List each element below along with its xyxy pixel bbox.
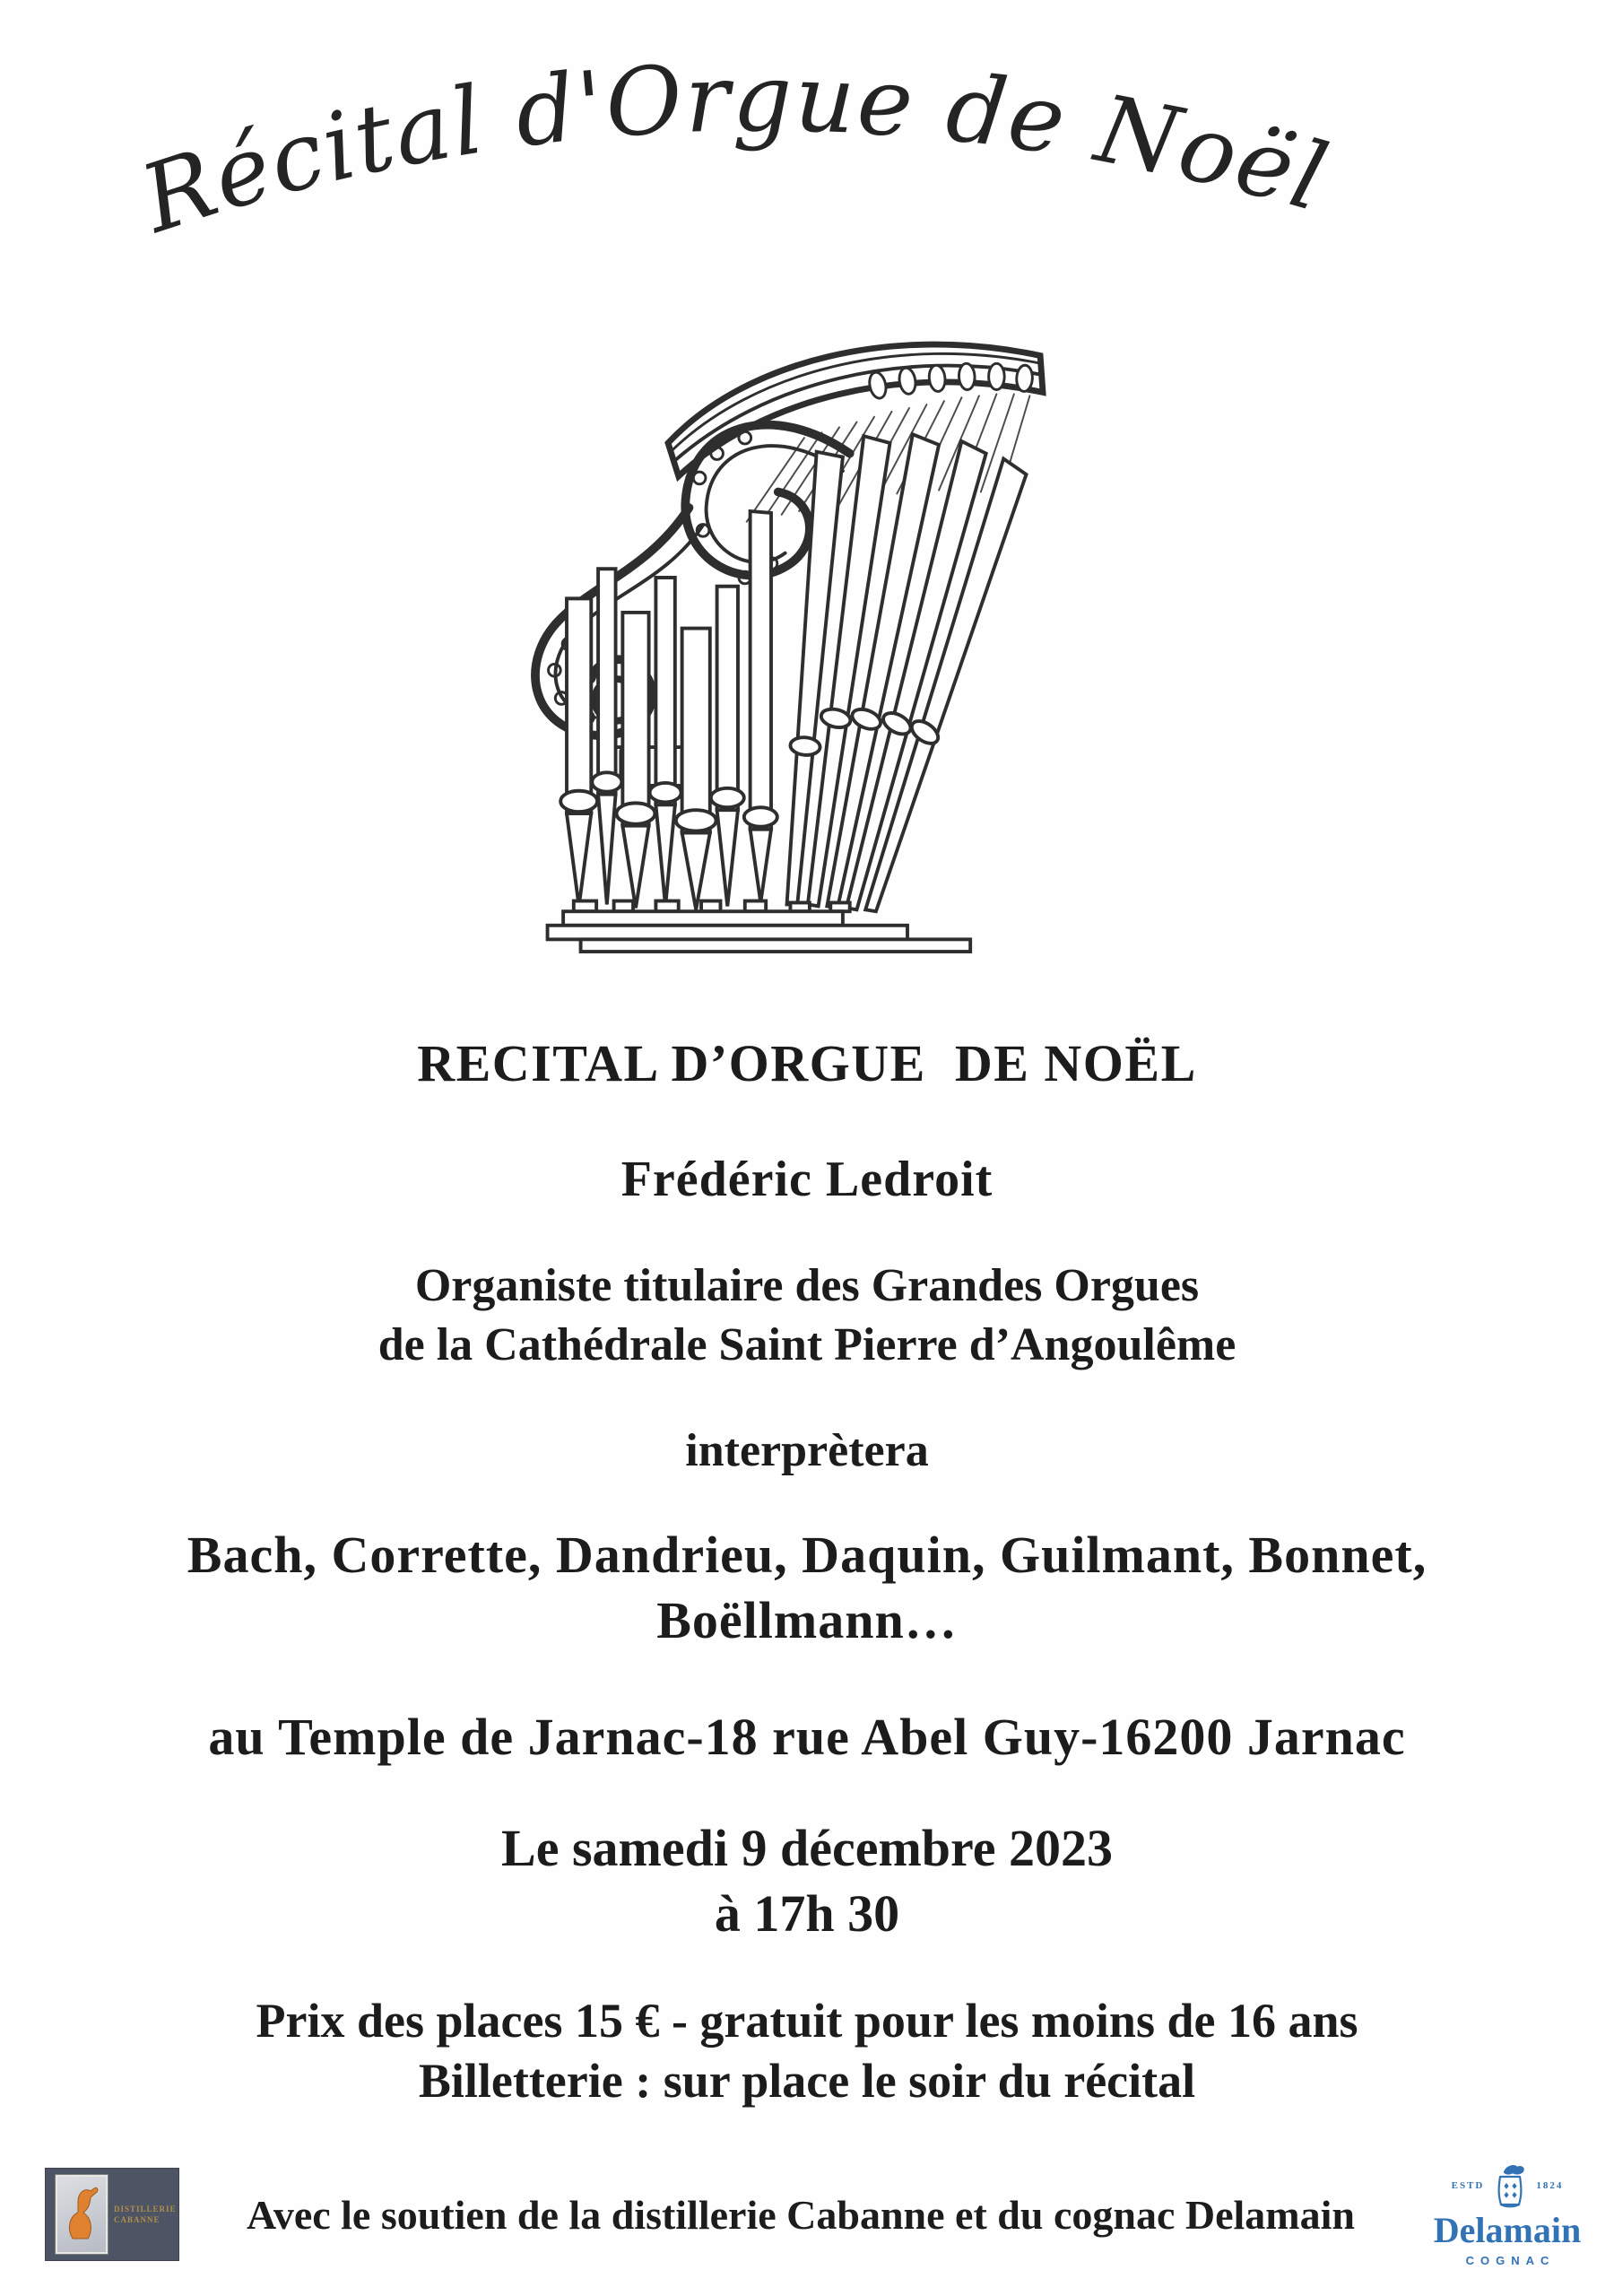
organ-pipes-drawing [475, 305, 1067, 987]
pot-still-icon [64, 2183, 100, 2246]
delamain-logo [1422, 2161, 1592, 2267]
cabanne-still-icon [56, 2175, 108, 2254]
delamain-estd: ESTD [1451, 2180, 1485, 2192]
verb-line: interprètera [685, 1425, 929, 1477]
organ-pipes-illustration [475, 305, 1067, 987]
main-heading: RECITAL D’ORGUE DE NOËL [417, 1034, 1197, 1092]
price-line: Prix des places 15 € - gratuit pour les moins de 16 ans [256, 1994, 1358, 2048]
delamain-cognac-label: COGNAC [1465, 2254, 1556, 2268]
cabanne-text-line1: DISTILLERIE [114, 2205, 177, 2214]
delamain-year: 1824 [1536, 2180, 1564, 2192]
ticket-line: Billetterie : sur place le soir du récital [418, 2054, 1196, 2109]
role-line-1: Organiste titulaire des Grandes Orgues [414, 1260, 1200, 1311]
script-title-text: Récital d'Orgue de Noël [128, 43, 1340, 255]
role-line-2: de la Cathédrale Saint Pierre d’Angoulême [377, 1318, 1237, 1370]
cabanne-text-line2: CABANNE [114, 2215, 161, 2225]
time-line: à 17h 30 [714, 1884, 900, 1944]
delamain-crest-icon [1490, 2161, 1530, 2210]
cabanne-logo [45, 2168, 179, 2261]
composers-line-2: Boëllmann… [656, 1591, 958, 1650]
script-title [67, 25, 1547, 310]
venue-line: au Temple de Jarnac-18 rue Abel Guy-16200 Jarnac [208, 1708, 1406, 1767]
delamain-wordmark: Delamain [1433, 2210, 1582, 2251]
performer-name: Frédéric Ledroit [620, 1152, 994, 1207]
sponsor-row [0, 2161, 1614, 2267]
date-line: Le samedi 9 décembre 2023 [501, 1819, 1113, 1878]
composers-line-1: Bach, Corrette, Dandrieu, Daquin, Guilmant, Bonnet, [187, 1526, 1427, 1585]
sponsor-text: Avec le soutien de la distillerie Cabanne et du cognac Delamain [247, 2191, 1355, 2238]
